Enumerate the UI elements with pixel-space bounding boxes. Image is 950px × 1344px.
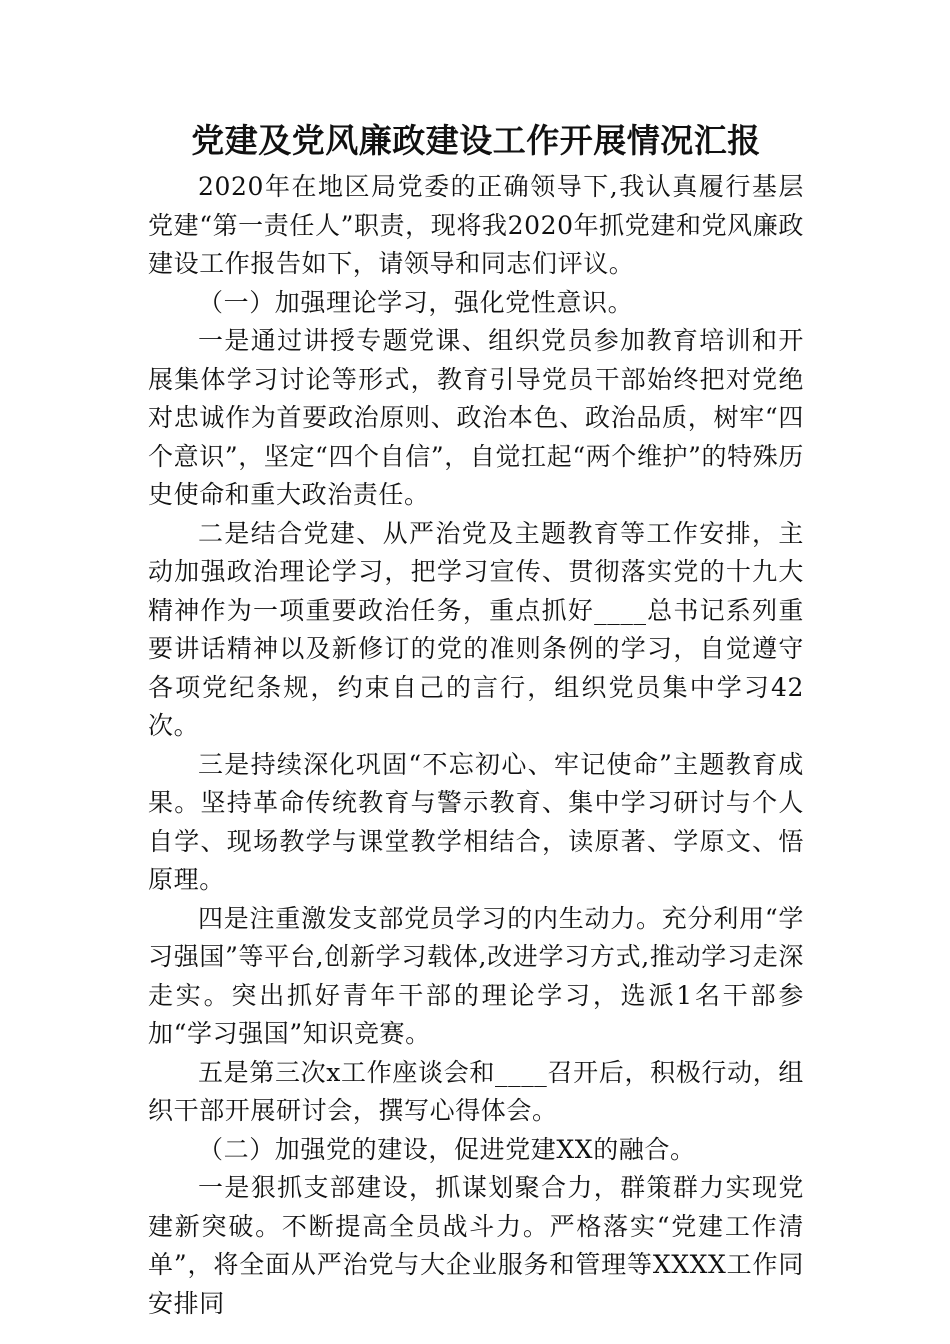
body-paragraph: 一是狠抓支部建设，抓谋划聚合力，群策群力实现党建新突破。不断提高全员战斗力。严格落实“党建工作清单”，将全面从严治党与大企业服务和管理等XXXX工作同安排同 — [148, 1173, 804, 1318]
body-paragraph: 二是结合党建、从严治党及主题教育等工作安排，主动加强政治理论学习，把学习宣传、贯彻落实党的十九大精神作为一项重要政治任务，重点抓好____总书记系列重要讲话精神以及新修订的党的准则条例的学习，自觉遵守各项党纪条规，约束自己的言行，组织党员集中学习42次。 — [148, 518, 804, 740]
body-paragraph: 三是持续深化巩固“不忘初心、牢记使命”主题教育成果。坚持革命传统教育与警示教育、集中学习研讨与个人自学、现场教学与课堂教学相结合，读原著、学原文、悟原理。 — [148, 749, 804, 894]
body-paragraph: 四是注重激发支部党员学习的内生动力。充分利用“学习强国”等平台,创新学习载体,改进学习方式,推动学习走深走实。突出抓好青年干部的理论学习，选派1名干部参加“学习强国”知识竞赛。 — [148, 903, 804, 1048]
intro-paragraph: 2020年在地区局党委的正确领导下,我认真履行基层党建“第一责任人”职责，现将我2020年抓党建和党风廉政建设工作报告如下，请领导和同志们评议。 — [148, 172, 804, 278]
section-heading-2: （二）加强党的建设，促进党建XX的融合。 — [198, 1134, 696, 1164]
document-page — [148, 118, 804, 1323]
section-heading-1: （一）加强理论学习，强化党性意识。 — [198, 287, 634, 317]
document-title: 党建及党风廉政建设工作开展情况汇报 — [191, 121, 761, 160]
body-paragraph: 一是通过讲授专题党课、组织党员参加教育培训和开展集体学习讨论等形式，教育引导党员干部始终把对党绝对忠诚作为首要政治原则、政治本色、政治品质，树牢“四个意识”，坚定“四个自信”，自觉扛起“两个维护”的特殊历史使命和重大政治责任。 — [148, 326, 804, 509]
body-paragraph: 五是第三次x工作座谈会和____召开后，积极行动，组织干部开展研讨会，撰写心得体会。 — [148, 1057, 804, 1125]
